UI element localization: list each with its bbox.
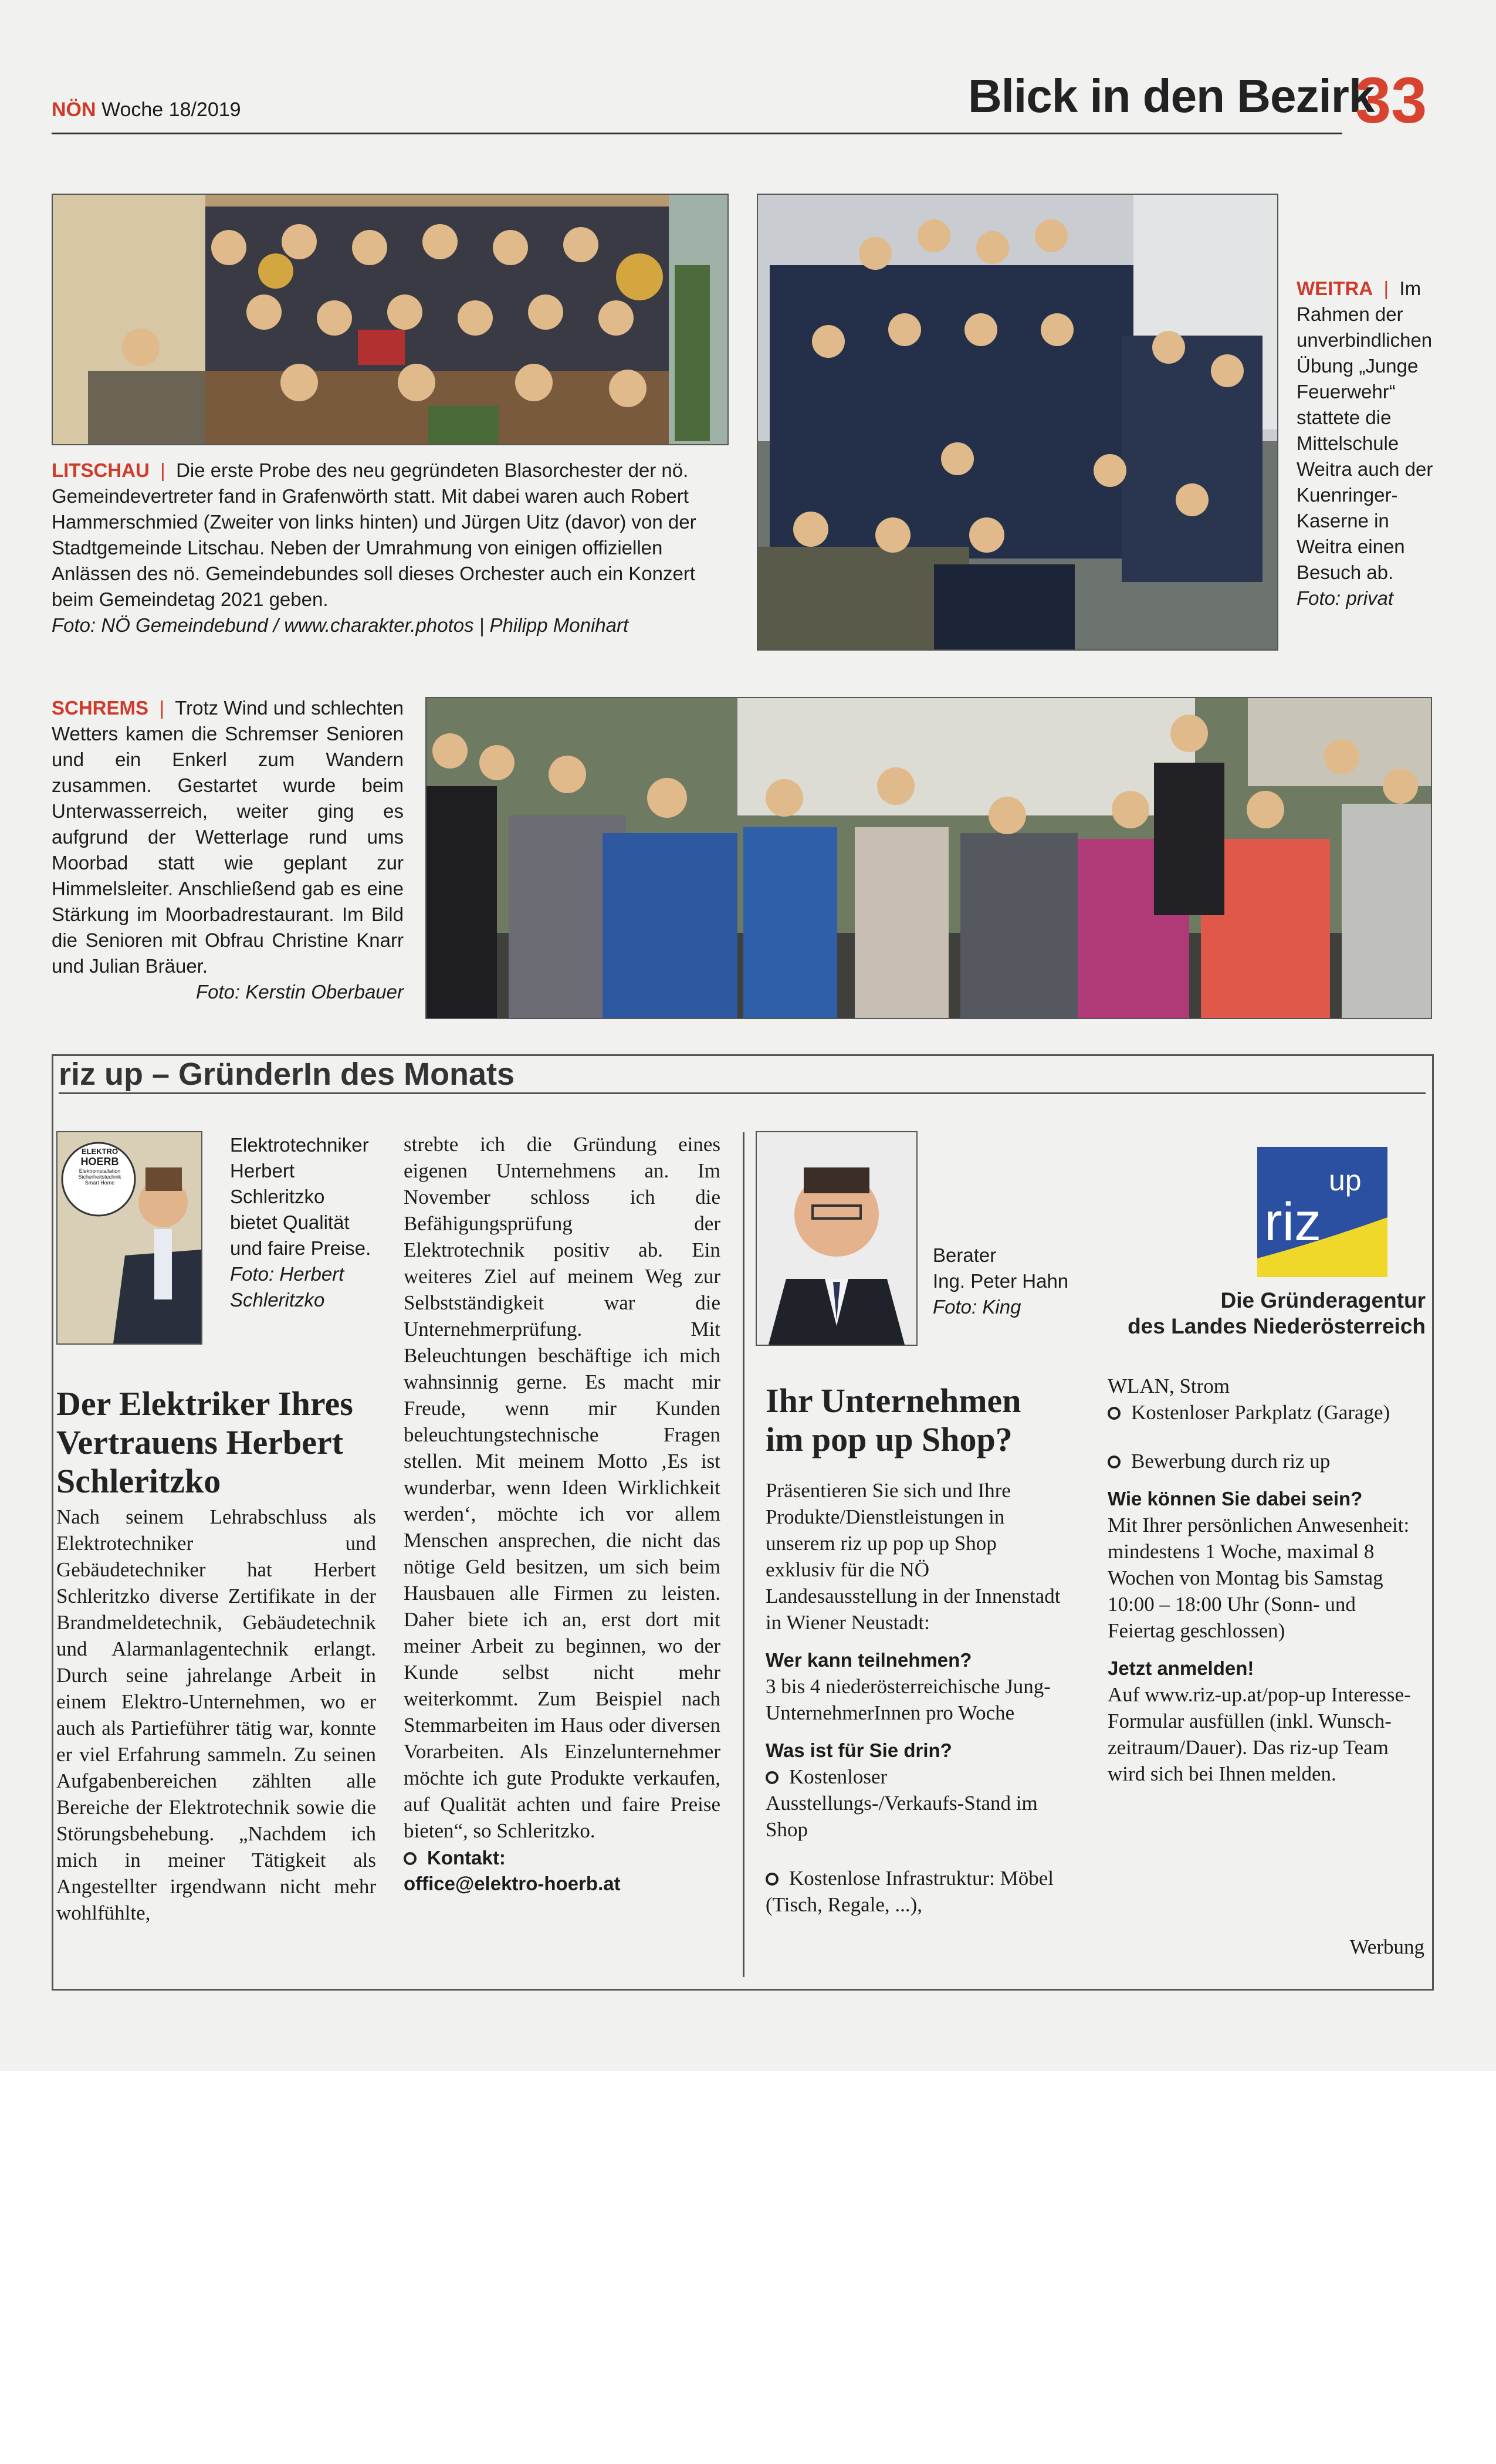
page-number: 33 xyxy=(1355,65,1427,137)
caption-line: Ing. Peter Hahn xyxy=(933,1270,1069,1292)
col4-item-text: Bewerbung durch riz up xyxy=(1131,1450,1331,1473)
photo-credit: Foto: Herbert Schleritzko xyxy=(230,1263,344,1311)
col4-continuation: WLAN, Strom xyxy=(1108,1375,1230,1397)
register-text: Auf www.riz-up.at/pop-up Interesse-Formular ausfüllen (inkl. Wunsch-zeitraum/Dauer). Das riz-up Team wird sich bei Ihnen melden. xyxy=(1108,1683,1411,1785)
riz-section-title: riz up – GründerIn des Monats xyxy=(59,1057,515,1092)
brand-logo: NÖN xyxy=(52,99,96,121)
article-text-2: strebte ich die Gründung eines eigenen Unternehmens an. Im November schloss ich die Befähigungsprüfung der Elektrotechnik positiv ab. Ein weiteres Ziel auf meinem Weg zur Selbstständigkeit war die Unternehmerprüfung. Mit Beleuchtungen beschäftige ich mich wahnsinnig gerne. Es macht mir Freude, wenn mir Kunden beleuchtungstechnische Fragen stellen. Mit meinem Motto ‚Es ist wunderbar, wenn Ideen Wirklichkeit werden‘, möchte ich vor allem Menschen ansprechen, die nicht das nötige Geld besitzen, um sich beim Hausbauen alle Firmen zu leisten. Daher biete ich an, erst dort mit meiner Arbeit zu beginnen, wo der Kunde selbst nicht mehr weiterkommt. Zum Beispiel nach Stemmarbeiten im Haus oder diversen Vorarbeiten. Als Einzelunternehmer möchte ich gute Produkte verkaufen, auf Qualität achten und faire Preise bieten“, so Schleritzko. xyxy=(404,1133,720,1842)
register-column xyxy=(1108,1373,1424,1787)
riz-up-logo xyxy=(1257,1147,1387,1277)
logo-line: Sicherheitstechnik xyxy=(78,1174,121,1180)
elektro-hoerb-logo xyxy=(61,1147,138,1186)
logo-line: Elektroinstallation xyxy=(79,1168,121,1174)
agency-line: des Landes Niederösterreich xyxy=(1128,1314,1426,1338)
bullet-icon xyxy=(766,1771,779,1784)
what-title: Was ist für Sie drin? xyxy=(766,1739,952,1761)
issue-week: Woche 18/2019 xyxy=(101,99,241,121)
col4-item-text: Kostenloser Parkplatz (Garage) xyxy=(1131,1401,1390,1424)
logo-line: HOERB xyxy=(80,1156,119,1167)
article-column-2 xyxy=(404,1131,720,1897)
logo-line: Smart Home xyxy=(84,1180,115,1186)
section-title: Blick in den Bezirk xyxy=(968,70,1375,122)
agency-line: Die Gründeragentur xyxy=(1220,1288,1426,1312)
weitra-caption xyxy=(1297,276,1437,611)
photo-credit: Foto: NÖ Gemeindebund / www.charakter.photos | Philipp Monihart xyxy=(52,614,629,636)
article-headline: Der Elektriker Ihres Vertrauens Herbert Schleritzko xyxy=(56,1385,353,1500)
column-divider xyxy=(743,1132,744,1977)
schrems-caption xyxy=(52,695,404,1005)
photo-credit: Foto: privat xyxy=(1297,587,1394,609)
what-item-text: Kostenloser Ausstellungs-/Verkaufs-Stand im Shop xyxy=(766,1765,1038,1841)
caption-text: Elektrotechniker Herbert Schleritzko bietet Qualität und faire Preise. xyxy=(230,1134,371,1259)
logo-up: up xyxy=(1329,1164,1362,1197)
popup-column xyxy=(766,1477,1071,1918)
caption-text: Im Rahmen der unverbindlichen Übung „Junge Feuerwehr“ stattete die Mittelschule Weitra auch der Kuenringer-Kaserne in Weitra einen Besuch ab. xyxy=(1297,277,1433,583)
what-item xyxy=(766,1865,1071,1918)
contact-email: office@elektro-hoerb.at xyxy=(404,1873,621,1894)
popup-headline: Ihr Unternehmen im pop up Shop? xyxy=(766,1382,1021,1458)
bullet-icon xyxy=(766,1873,779,1886)
caption-text: Trotz Wind und schlechten Wetters kamen die Schremser Senioren und ein Enkerl zum Wandern zusammen. Gestartet wurde beim Unterwasserreich, weiter ging es aufgrund der Wetterlage rund ums Moorbad statt wie geplant zur Himmelsleiter. Anschließend gab es eine Stärkung im Moorbadrestaurant. Im Bild die Senioren mit Obfrau Christine Knarr und Julian Bräuer. xyxy=(52,697,404,977)
ad-label: Werbung xyxy=(1349,1935,1424,1958)
berater-photo xyxy=(756,1131,918,1346)
who-title: Wer kann teilnehmen? xyxy=(766,1649,972,1671)
bullet-icon xyxy=(1108,1407,1121,1420)
header-divider xyxy=(52,133,1342,134)
col4-item xyxy=(1108,1399,1424,1426)
litschau-photo xyxy=(52,194,729,445)
weitra-photo xyxy=(757,194,1278,651)
photo-credit: Foto: King xyxy=(933,1296,1021,1318)
col4-item xyxy=(1108,1448,1424,1474)
bullet-icon xyxy=(1108,1456,1121,1468)
logo-line: ELEKTRO xyxy=(81,1147,119,1156)
contact-label: Kontakt: xyxy=(427,1847,506,1869)
article-column-1 xyxy=(56,1504,376,1926)
article-text-1: Nach seinem Lehrabschluss als Elektrotechniker und Gebäudetechniker hat Herbert Schleritzko diverse Zertifikate in der Brandmeldetechnik, Gebäudetechnik und Alarmanlagentechnik erlangt. Durch seine jahrelange Arbeit in einem Elektro-Unternehmen, wo er auch als Partieführer tätig war, konnte er viel Erfahrung sammeln. Zu seinen Aufgabenbereichen zählten alle Bereiche der Elektrotechnik sowie die Störungsbehebung. „Nachdem ich mich in meiner Tätigkeit als Angestellter irgendwann nicht mehr wohlfühlte, xyxy=(56,1505,376,1924)
photo-credit: Foto: Kerstin Oberbauer xyxy=(195,981,404,1003)
location-label: LITSCHAU xyxy=(52,459,150,481)
location-label: WEITRA xyxy=(1297,277,1373,299)
what-item xyxy=(766,1764,1071,1843)
register-title: Jetzt anmelden! xyxy=(1108,1657,1254,1679)
popup-intro: Präsentieren Sie sich und Ihre Produkte/Dienstleistungen in unserem riz up pop up Shop exklusiv für die NÖ Landesausstellung in der Innenstadt in Wiener Neustadt: xyxy=(766,1479,1061,1634)
location-label: SCHREMS xyxy=(52,697,149,719)
fire-brigade-image xyxy=(758,195,1277,649)
separator: | xyxy=(154,697,170,719)
how-title: Wie können Sie dabei sein? xyxy=(1108,1488,1363,1509)
how-text: Mit Ihrer persönlichen Anwesenheit: mindestens 1 Woche, maximal 8 Wochen von Montag bis Samstag 10:00 – 18:00 Uhr (Sonn- und Feiertag geschlossen) xyxy=(1108,1514,1410,1642)
who-text: 3 bis 4 niederösterreichische Jung-UnternehmerInnen pro Woche xyxy=(766,1675,1051,1724)
portrait-image xyxy=(757,1132,916,1345)
bullet-icon xyxy=(404,1852,417,1865)
caption-line: Berater xyxy=(933,1244,997,1266)
contact-block xyxy=(404,1845,720,1897)
separator: | xyxy=(155,459,171,481)
schleritzko-caption xyxy=(230,1132,377,1313)
agency-tagline xyxy=(997,1288,1426,1339)
litschau-caption xyxy=(52,458,732,638)
riz-divider xyxy=(59,1092,1426,1094)
schrems-photo xyxy=(425,697,1432,1019)
logo-riz: riz xyxy=(1264,1192,1322,1252)
orchestra-image xyxy=(53,195,727,444)
header-issue xyxy=(52,99,241,121)
caption-text: Die erste Probe des neu gegründeten Blasorchester der nö. Gemeindevertreter fand in Grafenwörth statt. Mit dabei waren auch Robert Hammerschmied (Zweiter von links hinten) und Jürgen Uitz (davor) von der Stadtgemeinde Litschau. Neben der Umrahmung von einigen offiziellen Anlässen des nö. Gemeindebundes soll dieses Orchester auch ein Konzert beim Gemeindetag 2021 geben. xyxy=(52,459,696,610)
separator: | xyxy=(1378,277,1395,299)
what-item-text: Kostenlose Infrastruktur: Möbel (Tisch, Regale, ...), xyxy=(766,1867,1054,1916)
seniors-image xyxy=(427,698,1431,1018)
